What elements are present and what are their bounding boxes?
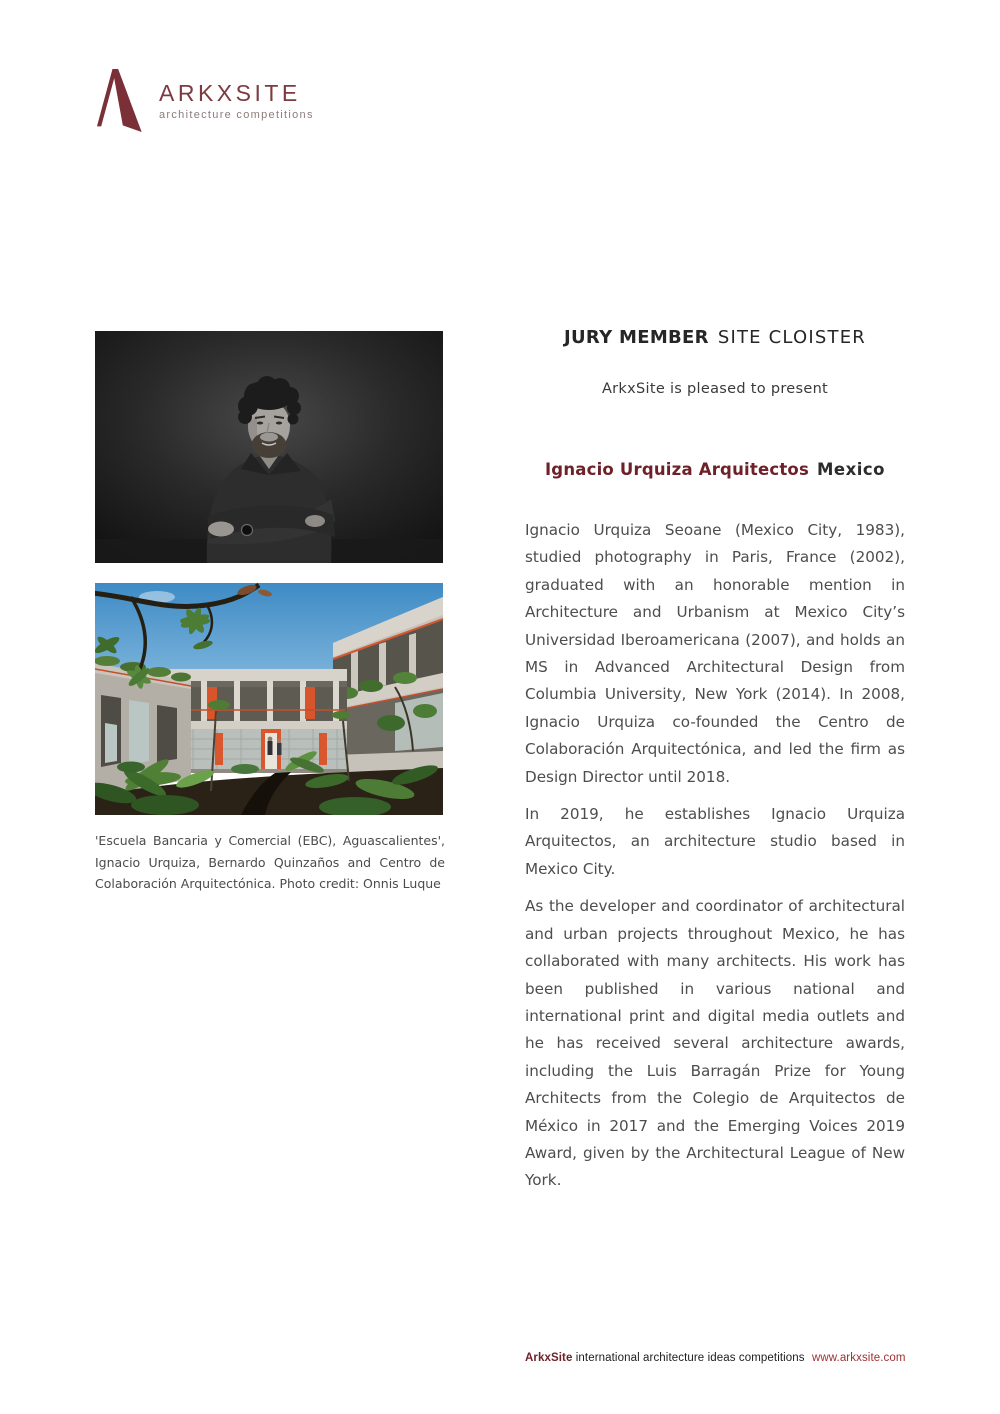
brand-logo	[95, 68, 314, 132]
bio-paragraph: In 2019, he establishes Ignacio Urquiza Arquitectos, an architecture studio based in Mexico City.	[525, 805, 905, 878]
footer-url-link[interactable]: www.arkxsite.com	[811, 1352, 906, 1364]
studio-country: Mexico	[816, 460, 886, 479]
jury-member-label: JURY MEMBER	[564, 327, 709, 348]
portrait-photo-graphic	[95, 331, 443, 563]
project-photo	[95, 583, 443, 815]
studio-name: Ignacio Urquiza Arquitectos	[544, 460, 809, 479]
footer-text: international architecture ideas competitions	[575, 1352, 805, 1364]
biography	[525, 517, 905, 1205]
bio-paragraph: Ignacio Urquiza Seoane (Mexico City, 1983), studied photography in Paris, France (2002), graduated with an honorable mention in Architecture and Urbanism at Mexico City’s Universidad Iberoamericana (2007), and holds an MS in Advanced Architectural Design from Columbia University, New York (2014). In 2008, Ignacio Urquiza co-founded the Centro de Colaboración Arquitectónica, and led the firm as Design Director until 2018.	[525, 521, 905, 786]
intro-text: ArkxSite is pleased to present	[601, 381, 829, 397]
footer-brand: ArkxSite	[525, 1352, 573, 1364]
bio-paragraph: As the developer and coordinator of architectural and urban projects throughout Mexico, he has collaborated with many architects. His work has been published in various national and international print and digital media outlets and he has received several architecture awards, including the Luis Barragán Prize for Young Architects from the Colegio de Arquitectos de México in 2017 and the Emerging Voices 2019 Award, given by the Architectural League of New York.	[525, 897, 905, 1190]
photo-caption: 'Escuela Bancaria y Comercial (EBC), Aguascalientes', Ignacio Urquiza, Bernardo Quinzaños and Centro de Colaboración Arquitectónica. Photo credit: Onnis Luque	[95, 833, 445, 891]
brand-tagline: architecture competitions	[159, 109, 314, 121]
page-footer	[525, 1352, 905, 1364]
arkxsite-logo-mark-icon	[95, 68, 145, 132]
competition-name: SITE CLOISTER	[717, 327, 866, 348]
brand-text-block	[159, 68, 314, 121]
project-photo-graphic	[95, 583, 443, 815]
portrait-photo	[95, 331, 443, 563]
jury-member-name-line	[525, 460, 905, 479]
brand-name: ARKXSITE	[159, 80, 301, 106]
page-title	[525, 327, 905, 348]
